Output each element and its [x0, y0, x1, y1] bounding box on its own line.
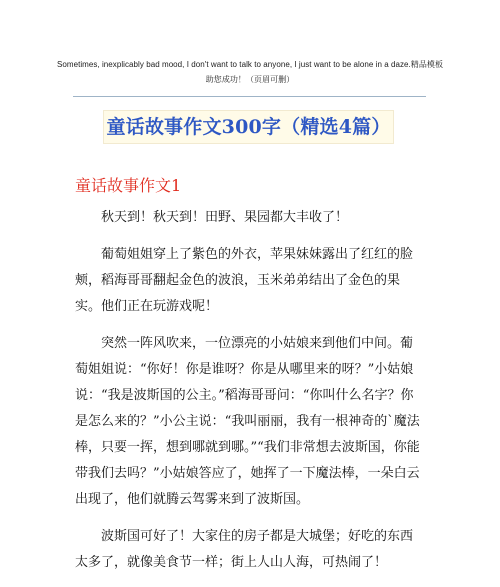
document-title: 童话故事作文300字（精选4篇） — [106, 116, 391, 138]
document-body — [75, 205, 425, 587]
header-line-2: 助您成功！（页眉可删） — [205, 75, 295, 84]
paragraph-3: 突然一阵风吹来，一位漂亮的小姑娘来到他们中间。葡萄姐姐说：“你好！你是谁呀？你是从哪里来的呀？”小姑娘说：“我是波斯国的公主。”稻海哥哥问：“你叫什么名字？你是怎么来的？”小公主说：“我叫丽丽，我有一根神奇的`魔法棒，只要一挥，想到哪就到哪。”“我们非常想去波斯国，你能带我们去吗？”小姑娘答应了，她挥了一下魔法棒，一朵白云出现了，他们就腾云驾雾来到了波斯国。 — [75, 336, 420, 507]
section-heading: 童话故事作文1 — [75, 176, 182, 195]
paragraph-2: 葡萄姐姐穿上了紫色的外衣，苹果妹妹露出了红红的脸颊，稻海哥哥翻起金色的波浪，玉米弟弟结出了金色的果实。他们正在玩游戏呢！ — [75, 247, 414, 314]
paragraph-4: 波斯国可好了！大家住的房子都是大城堡；好吃的东西太多了，就像美食节一样；街上人山人海，可热闹了！ — [75, 529, 414, 570]
header-divider — [73, 96, 426, 97]
paragraph-1: 秋天到！秋天到！田野、果园都大丰收了！ — [101, 210, 349, 225]
header-line-1: Sometimes, inexplicably bad mood, I don't want to talk to anyone, I just want to be alone in a daze.精品模板 — [56, 60, 444, 69]
page-header — [0, 59, 500, 86]
